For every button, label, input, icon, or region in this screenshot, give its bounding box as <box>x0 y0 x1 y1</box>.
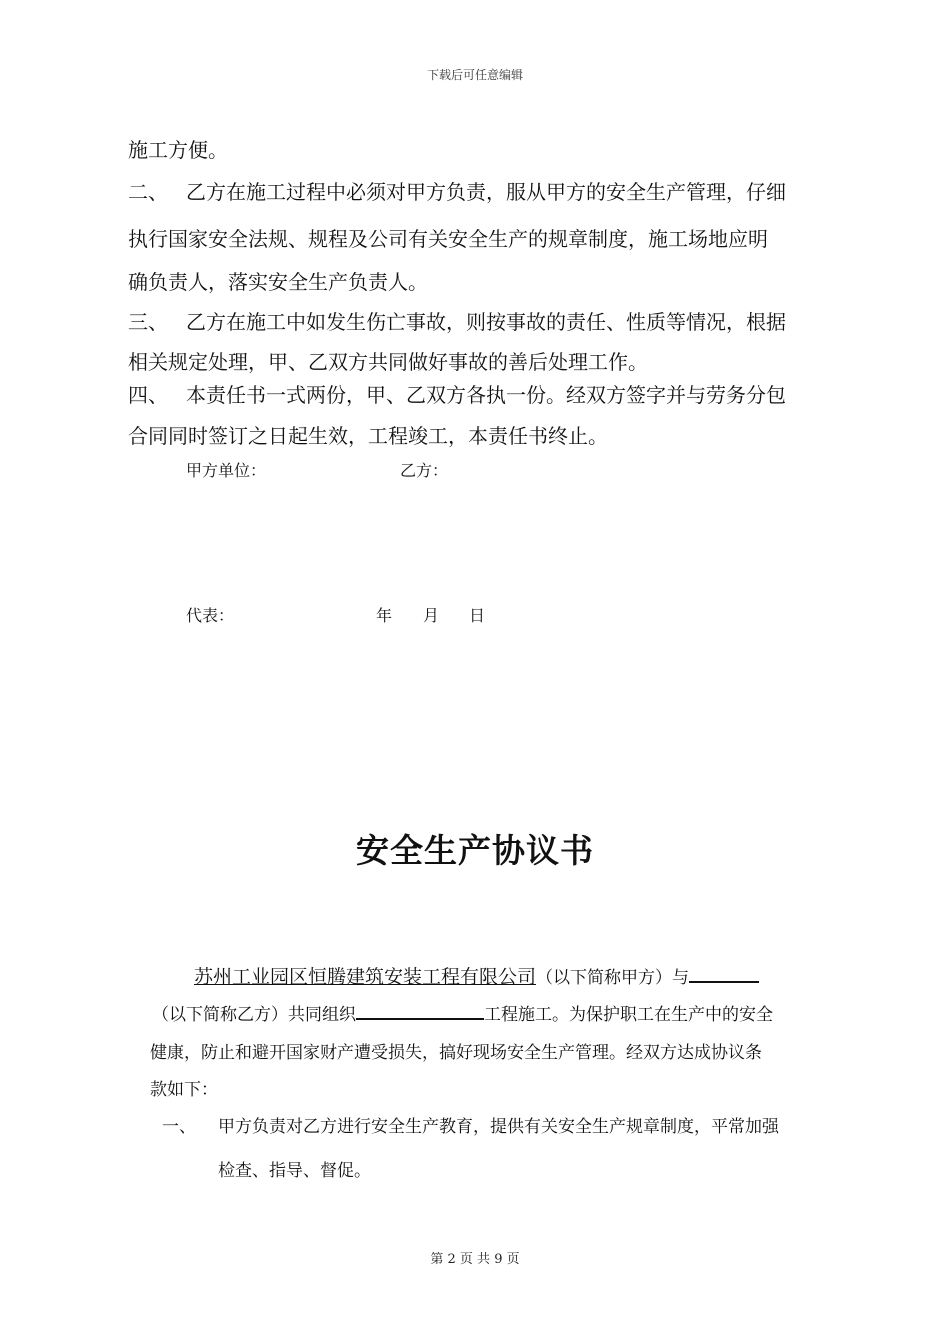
agreement-clause-1 <box>162 1112 779 1137</box>
clause-text: 甲方负责对乙方进行安全生产教育，提供有关安全生产规章制度，平常加强 <box>218 1117 779 1137</box>
clause-4 <box>128 383 858 407</box>
clause-2 <box>128 180 858 204</box>
representative-label: 代表： <box>186 606 235 625</box>
blank-field-party-b <box>689 965 759 983</box>
clause-text-line: 执行国家安全法规、规程及公司有关安全生产的规章制度，施工场地应明 <box>128 227 768 251</box>
intro-text: （以下简称乙方）共同组织 <box>152 1005 356 1025</box>
clause-number: 一、 <box>162 1117 196 1137</box>
party-a-label: 甲方单位： <box>186 461 267 480</box>
clause-text-line: 相关规定处理，甲、乙双方共同做好事故的善后处理工作。 <box>128 350 648 374</box>
clause-text-line: 检查、指导、督促。 <box>218 1161 371 1181</box>
clause-number: 四、 <box>128 383 168 407</box>
clause-number: 三、 <box>128 310 168 334</box>
clause-3 <box>128 310 858 334</box>
clause-text-line: 合同同时签订之日起生效，工程竣工，本责任书终止。 <box>128 424 608 448</box>
month-label: 月 <box>423 606 440 625</box>
intro-line-3: 健康，防止和避开国家财产遭受损失，搞好现场安全生产管理。经双方达成协议条 <box>150 1043 762 1063</box>
clause-text-line: 确负责人，落实安全生产负责人。 <box>128 270 428 294</box>
clause-number: 二、 <box>128 180 168 204</box>
blank-field-project <box>356 1002 484 1020</box>
year-label: 年 <box>376 606 393 625</box>
intro-line-1 <box>194 962 759 989</box>
intro-text: 工程施工。为保护职工在生产中的安全 <box>484 1005 773 1025</box>
intro-text: （以下简称甲方）与 <box>536 968 690 988</box>
clause-text: 乙方在施工中如发生伤亡事故，则按事故的责任、性质等情况，根据 <box>186 310 786 334</box>
company-name: 苏州工业园区恒腾建筑安装工程有限公司 <box>194 966 537 988</box>
document-title: 安全生产协议书 <box>356 831 594 870</box>
page-footer: 第 2 页 共 9 页 <box>430 1252 520 1267</box>
page-header: 下载后可任意编辑 <box>426 68 523 82</box>
paragraph-line: 施工方便。 <box>128 138 228 162</box>
day-label: 日 <box>469 606 486 625</box>
intro-line-4: 款如下： <box>150 1080 218 1100</box>
party-b-label: 乙方： <box>400 461 449 480</box>
intro-line-2 <box>152 1000 773 1025</box>
clause-text: 乙方在施工过程中必须对甲方负责，服从甲方的安全生产管理，仔细 <box>186 180 786 204</box>
clause-text: 本责任书一式两份，甲、乙双方各执一份。经双方签字并与劳务分包 <box>186 383 786 407</box>
